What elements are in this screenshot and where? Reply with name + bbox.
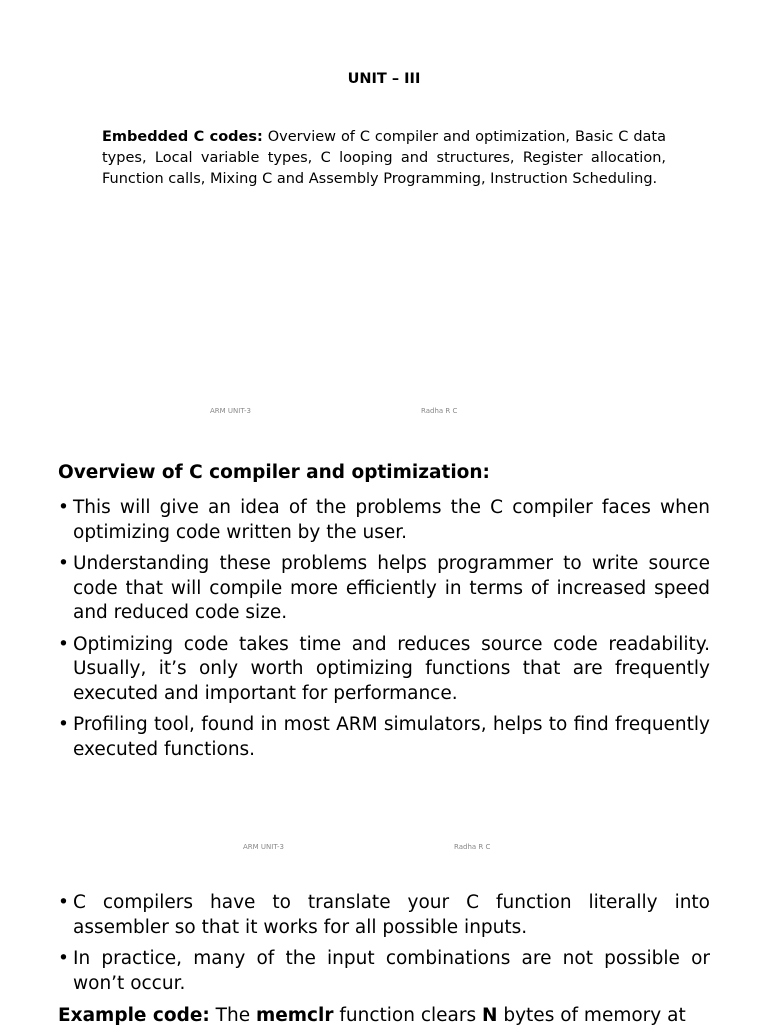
bullet-icon: • bbox=[58, 892, 69, 913]
slide-compiler-inputs bbox=[0, 866, 768, 1024]
example-function-name: memclr bbox=[255, 1005, 334, 1026]
example-text-1: The bbox=[209, 1005, 256, 1026]
intro-text: Overview of C compiler and optimization, Basic C data types, Local variable types, C looping and structures, Register allocation, Function calls, Mixing C and Assembly Programming, Instruction Scheduling. bbox=[102, 129, 666, 187]
example-label: Example code: bbox=[58, 1005, 210, 1026]
example-code-paragraph bbox=[58, 1004, 758, 1028]
list-item bbox=[58, 496, 710, 545]
bullet-icon: • bbox=[58, 553, 69, 574]
overview-bullet-list bbox=[58, 496, 710, 769]
bullet-icon: • bbox=[58, 714, 69, 735]
slide-overview bbox=[0, 432, 768, 866]
list-item bbox=[58, 713, 710, 762]
example-text-3: bytes of memory at bbox=[497, 1005, 686, 1026]
list-item-text: Optimizing code takes time and reduces source code readability. Usually, it’s only worth optimizing functions that are frequently executed and important for performance. bbox=[73, 633, 710, 704]
footer-right: Radha R C bbox=[454, 843, 491, 851]
bullet-icon: • bbox=[58, 497, 69, 518]
footer-left: ARM UNIT-3 bbox=[210, 407, 251, 415]
bullet-icon: • bbox=[58, 633, 69, 655]
list-item bbox=[58, 552, 710, 626]
unit-intro-paragraph bbox=[102, 127, 666, 190]
unit-title: UNIT – III bbox=[347, 71, 421, 87]
list-item-text: In practice, many of the input combinations are not possible or won’t occur. bbox=[73, 948, 710, 994]
bullet-icon: • bbox=[58, 948, 69, 969]
list-item-text: C compilers have to translate your C function literally into assembler so that it works for all possible inputs. bbox=[73, 892, 710, 938]
slide-unit-title bbox=[0, 0, 768, 432]
list-item bbox=[58, 947, 710, 996]
compiler-bullet-list bbox=[58, 891, 710, 1003]
footer-right: Radha R C bbox=[421, 407, 458, 415]
list-item bbox=[58, 633, 710, 707]
list-item-text: Profiling tool, found in most ARM simulators, helps to find frequently executed functions. bbox=[73, 714, 710, 760]
section-heading: Overview of C compiler and optimization: bbox=[58, 462, 490, 483]
intro-lead: Embedded C codes: bbox=[102, 129, 263, 145]
list-item-text: This will give an idea of the problems the C compiler faces when optimizing code written by the user. bbox=[73, 497, 710, 543]
list-item-text: Understanding these problems helps programmer to write source code that will compile more efficiently in terms of increased speed and reduced code size. bbox=[73, 553, 710, 623]
example-n: N bbox=[482, 1005, 498, 1026]
footer-left: ARM UNIT-3 bbox=[243, 843, 284, 851]
list-item bbox=[58, 891, 710, 940]
example-text-2: function clears bbox=[333, 1005, 482, 1026]
